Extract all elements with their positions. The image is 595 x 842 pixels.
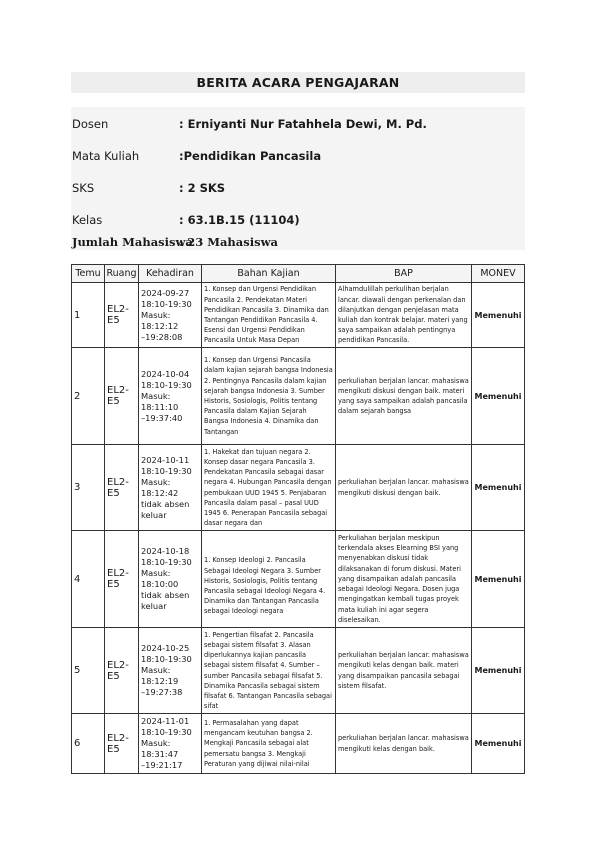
cell-temu: 5 [72, 628, 105, 714]
info-row-kelas [71, 210, 525, 230]
cell-ruang: EL2-E5 [105, 531, 139, 628]
kelas-value: : 63.1B.15 (11104) [179, 213, 300, 227]
dosen-value: : Erniyanti Nur Fatahhela Dewi, M. Pd. [179, 117, 427, 131]
kelas-label: Kelas [72, 213, 103, 227]
cell-bap: perkuliahan berjalan lancar. mahasiswa mengikuti kelas dengan baik. materi yang disampaikan pancasila sebagai sistem filsafat. [336, 628, 472, 714]
header-bap: BAP [336, 265, 472, 283]
header-kehadiran: Kehadiran [139, 265, 202, 283]
cell-temu: 6 [72, 714, 105, 774]
attendance-table [71, 264, 525, 774]
cell-kehadiran: 2024-09-27 18:10-19:30 Masuk: 18:12:12 –19:28:08 [139, 283, 202, 348]
cell-temu: 2 [72, 348, 105, 445]
cell-kehadiran: 2024-10-18 18:10-19:30 Masuk: 18:10:00 tidak absen keluar [139, 531, 202, 628]
cell-bahan: 1. Konsep Ideologi 2. Pancasila Sebagai Ideologi Negara 3. Sumber Historis, Sosiologis, Politis tentang Pancasila sebagai Ideologi Negara 4. Dinamika dan Tantangan Pancasila sebagai Ideologi negara [202, 531, 336, 628]
cell-monev: Memenuhi [472, 628, 525, 714]
cell-monev: Memenuhi [472, 283, 525, 348]
cell-temu: 4 [72, 531, 105, 628]
cell-ruang: EL2-E5 [105, 445, 139, 531]
info-row-jumlah [71, 232, 525, 252]
cell-monev: Memenuhi [472, 445, 525, 531]
sks-label: SKS [72, 181, 95, 195]
info-row-matkul [71, 146, 525, 166]
cell-kehadiran: 2024-10-04 18:10-19:30 Masuk: 18:11:10 –19:37:40 [139, 348, 202, 445]
table-row [72, 445, 525, 531]
cell-ruang: EL2-E5 [105, 628, 139, 714]
cell-bahan: 1. Konsep dan Urgensi Pendidikan Pancasila 2. Pendekatan Materi Pendidikan Pancasila 3. Dinamika dan Tantangan Pendidikan Pancasila 4. Esensi dan Urgensi Pendidikan Pancasila Untuk Masa Depan [202, 283, 336, 348]
cell-monev: Memenuhi [472, 714, 525, 774]
cell-temu: 3 [72, 445, 105, 531]
cell-bahan: 1. Konsep dan Urgensi Pancasila dalam kajian sejarah bangsa Indonesia 2. Pentingnya Pancasila dalam kajian sejarah bangsa Indonesia 3. Sumber Historis, Sosiologis, Politis tentang Pancasila dalam Kajian Sejarah Bangsa Indonesia 4. Dinamika dan Tantangan [202, 348, 336, 445]
table-header-row [72, 265, 525, 283]
header-bahan: Bahan Kajian [202, 265, 336, 283]
matkul-label: Mata Kuliah [72, 149, 140, 163]
table-row [72, 714, 525, 774]
cell-bahan: 1. Permasalahan yang dapat mengancam keutuhan bangsa 2. Mengkaji Pancasila sebagai alat pemersatu bangsa 3. Mengkaji Peraturan yang dijiwai nilai-nilai [202, 714, 336, 774]
header-temu: Temu [72, 265, 105, 283]
cell-bap: Alhamdulillah perkulihan berjalan lancar. diawali dengan perkenalan dan dilanjutkan dengan penjelasan mata kuliah dan kontrak belajar. materi yang saya sampaikan adalah pentingnya pendidikan Pancasila. [336, 283, 472, 348]
table-row [72, 531, 525, 628]
cell-monev: Memenuhi [472, 531, 525, 628]
info-row-dosen [71, 114, 525, 134]
dosen-label: Dosen [72, 117, 109, 131]
jumlah-label: Jumlah Mahasiswa [72, 235, 193, 249]
cell-bahan: 1. Hakekat dan tujuan negara 2. Konsep dasar negara Pancasila 3. Pendekatan Pancasila sebagai dasar negara 4. Hubungan Pancasila dengan pembukaan UUD 1945 5. Penjabaran Pancasila dalam pasal – pasal UUD 1945 6. Penerapan Pancasila sebagai dasar negara dan [202, 445, 336, 531]
cell-bap: Perkuliahan berjalan meskipun terkendala akses Elearning BSI yang menyenabkan diskusi tidak dilaksanakan di forum diskusi. Materi yang disampaikan adalah pancasila sebagai Ideologi Negara. Dosen juga mengingatkan kembali tugas proyek mata kuliah ini agar segera diselesaikan. [336, 531, 472, 628]
matkul-value: :Pendidikan Pancasila [179, 149, 322, 163]
sks-value: : 2 SKS [179, 181, 226, 195]
cell-ruang: EL2-E5 [105, 714, 139, 774]
cell-ruang: EL2-E5 [105, 348, 139, 445]
cell-bap: perkuliahan berjalan lancar. mahasiswa mengikuti diskusi dengan baik. materi yang saya sampaikan adalah pancasila dalam sejarah bangsa [336, 348, 472, 445]
document-title: BERITA ACARA PENGAJARAN [71, 72, 525, 93]
table-row [72, 348, 525, 445]
cell-kehadiran: 2024-10-25 18:10-19:30 Masuk: 18:12:19 –19:27:38 [139, 628, 202, 714]
cell-bap: perkuliahan berjalan lancar. mahasiswa mengikuti diskusi dengan baik. [336, 445, 472, 531]
cell-bap: perkuliahan berjalan lancar. mahasiswa mengikuti kelas dengan baik. [336, 714, 472, 774]
cell-temu: 1 [72, 283, 105, 348]
info-panel [71, 107, 525, 250]
cell-kehadiran: 2024-10-11 18:10-19:30 Masuk: 18:12:42 tidak absen keluar [139, 445, 202, 531]
table-row [72, 628, 525, 714]
jumlah-value: : 23 Mahasiswa [179, 235, 278, 249]
cell-kehadiran: 2024-11-01 18:10-19:30 Masuk: 18:31:47 –19:21:17 [139, 714, 202, 774]
cell-bahan: 1. Pengertian filsafat 2. Pancasila sebagai sistem filsafat 3. Alasan diperlukannya kajian pancasila sebagai sistem filsafat 4. Sumber – sumber Pancasila sebagai filsafat 5. Dinamika Pancasila sebagai sistem filsafat 6. Tantangan Pancasila sebagai sifat [202, 628, 336, 714]
info-row-sks [71, 178, 525, 198]
header-ruang: Ruang [105, 265, 139, 283]
cell-monev: Memenuhi [472, 348, 525, 445]
header-monev: MONEV [472, 265, 525, 283]
cell-ruang: EL2-E5 [105, 283, 139, 348]
table-row [72, 283, 525, 348]
